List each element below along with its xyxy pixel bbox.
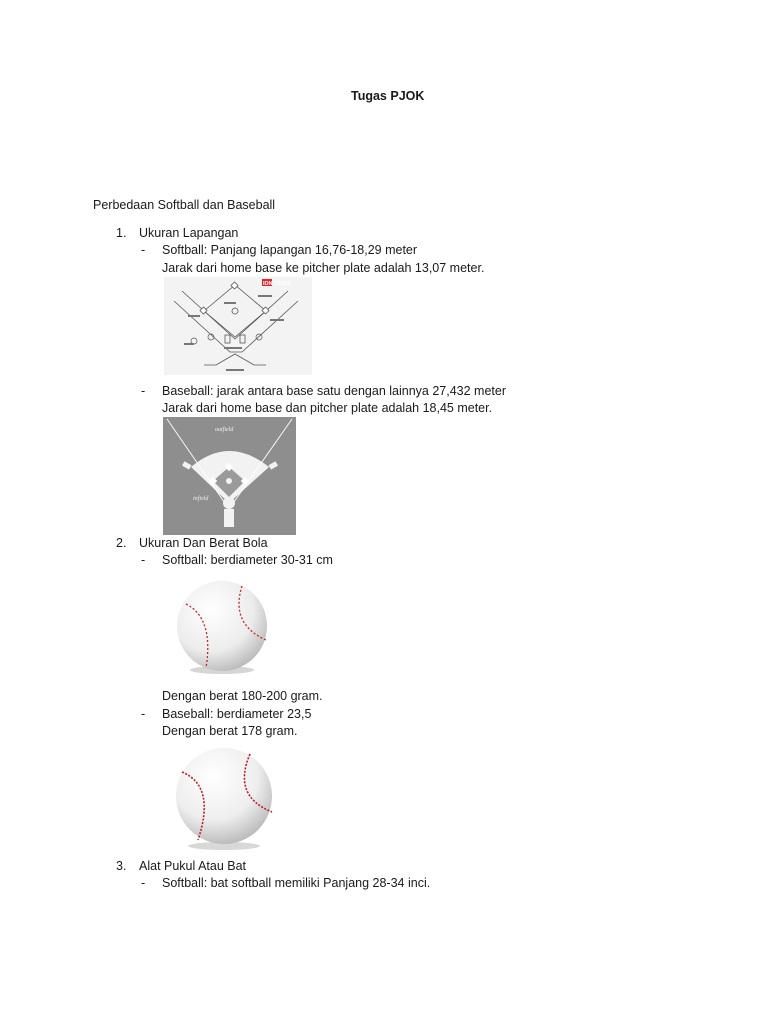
list-item-line: Baseball: berdiameter 23,5 <box>162 707 312 721</box>
list-item-line: Baseball: jarak antara base satu dengan lainnya 27,432 meter <box>162 384 506 398</box>
softball-field-diagram <box>164 277 312 375</box>
outfield-label: outfield <box>215 427 234 433</box>
section-number: 2. <box>116 536 127 550</box>
section-heading: Ukuran Lapangan <box>139 226 239 240</box>
section-number: 1. <box>116 226 127 240</box>
bullet-dash: - <box>141 707 146 721</box>
list-item-line: Softball: bat softball memiliki Panjang 28-34 inci. <box>162 876 431 890</box>
bullet-dash: - <box>141 243 146 257</box>
baseball-ball-svg <box>168 746 280 852</box>
list-item-line: Dengan berat 180-200 gram. <box>162 689 323 703</box>
baseball-field-diagram <box>163 417 296 535</box>
bullet-dash: - <box>141 876 146 890</box>
bullet-dash: - <box>141 553 146 567</box>
list-item-line: Jarak dari home base dan pitcher plate adalah 18,45 meter. <box>162 401 493 415</box>
bullet-dash: - <box>141 384 146 398</box>
idn-times-logo-text: IDN TIMES <box>263 281 291 287</box>
softball-field-svg <box>164 277 312 375</box>
list-item-line: Dengan berat 178 gram. <box>162 724 298 738</box>
list-item-line: Softball: Panjang lapangan 16,76-18,29 meter <box>162 243 418 257</box>
softball-ball-svg <box>172 580 272 676</box>
intro-text: Perbedaan Softball dan Baseball <box>93 198 276 212</box>
softball-ball-image <box>172 580 272 676</box>
infield-label: infield <box>193 496 209 502</box>
list-item-line: Jarak dari home base ke pitcher plate adalah 13,07 meter. <box>162 261 485 275</box>
section-number: 3. <box>116 859 127 873</box>
list-item-line: Softball: berdiameter 30-31 cm <box>162 553 333 567</box>
section-heading: Ukuran Dan Berat Bola <box>139 536 268 550</box>
section-heading: Alat Pukul Atau Bat <box>139 859 247 873</box>
baseball-ball-image <box>168 746 280 852</box>
page-title: Tugas PJOK <box>351 89 425 103</box>
baseball-field-svg <box>163 417 296 535</box>
